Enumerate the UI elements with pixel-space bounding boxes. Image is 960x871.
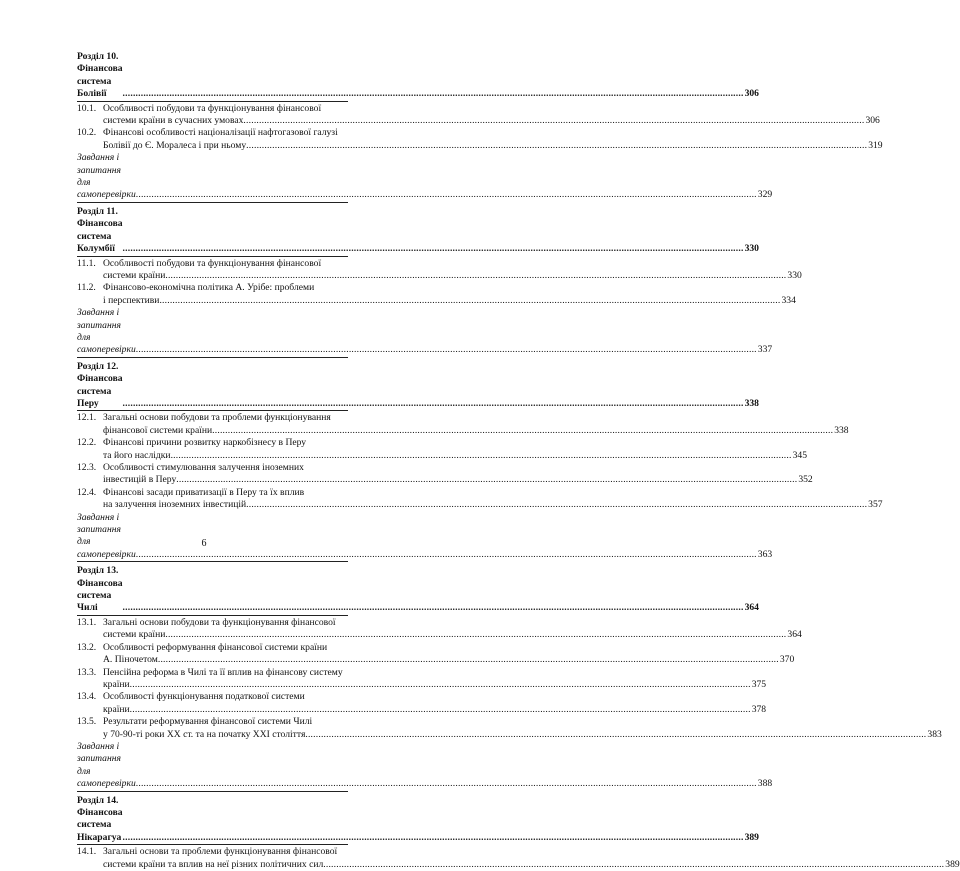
section-title: Розділ 12. Фінансова система Перу — [77, 360, 123, 409]
dot-leader — [136, 778, 757, 790]
dot-leader — [159, 295, 780, 307]
entry-text: Особливості побудови та функціонування фінансової — [103, 102, 322, 114]
dot-leader — [136, 344, 757, 356]
table-of-contents — [77, 48, 960, 871]
dot-leader — [165, 270, 786, 282]
entry-text: країни — [103, 678, 130, 690]
entry-page: 334 — [781, 294, 796, 306]
entry-text: Особливості стимулювання залучення іноземних — [103, 462, 304, 473]
review-page: 329 — [757, 189, 773, 201]
section-page: 364 — [744, 602, 759, 614]
entry-number: 13.5. — [77, 716, 97, 728]
entry-number: 13.1. — [77, 616, 97, 628]
entry-number: 12.2. — [77, 437, 97, 449]
entry-number: 12.4. — [77, 486, 97, 498]
toc-section — [77, 203, 802, 358]
entry-number: 11.1. — [77, 257, 96, 269]
entry-number: 13.2. — [77, 641, 97, 653]
entry-text: Загальні основи та проблеми функціонування фінансової — [103, 846, 338, 858]
dot-leader — [136, 189, 757, 201]
entry-text: Пенсійна реформа в Чилі та її вплив на фінансову систему — [103, 666, 343, 678]
entry-page: 338 — [834, 424, 849, 436]
dot-leader — [123, 832, 744, 844]
entry-page: 370 — [779, 654, 795, 666]
toc-entry[interactable] — [77, 462, 813, 487]
toc-entry[interactable] — [77, 437, 807, 462]
dot-leader — [123, 602, 744, 614]
review-entry[interactable] — [77, 152, 773, 202]
dot-leader — [246, 499, 867, 511]
review-text: Завдання і запитання для самоперевірки — [77, 511, 136, 560]
dot-leader — [123, 243, 744, 255]
entry-text: на залучення іноземних інвестицій — [103, 499, 247, 511]
entry-text: Особливості реформування фінансової системи країни — [103, 641, 328, 653]
entry-text: фінансової системи країни — [103, 424, 213, 436]
entry-page: 345 — [792, 449, 807, 461]
dot-leader — [158, 654, 779, 666]
section-page: 338 — [744, 397, 759, 409]
section-page: 306 — [744, 88, 759, 100]
entry-text: у 70-90-ті роки XX ст. та на початку XXI століття — [103, 728, 306, 740]
entry-number: 14.1. — [77, 846, 97, 858]
dot-leader — [323, 859, 944, 871]
entry-text: системи країни та вплив на неї різних політичних сил — [103, 858, 324, 870]
entry-text: Особливості функціонування податкової системи — [103, 691, 305, 703]
section-title: Розділ 11. Фінансова система Колумбії — [77, 205, 123, 255]
toc-entry[interactable] — [77, 412, 849, 437]
entry-text: Болівії до Є. Моралеса і при ньому — [103, 139, 247, 151]
entry-text: інвестицій в Перу — [103, 474, 177, 486]
toc-entry[interactable] — [77, 616, 802, 642]
dot-leader — [165, 629, 786, 641]
heading-rule — [77, 101, 348, 102]
dot-leader — [243, 115, 864, 127]
dot-leader — [123, 88, 744, 100]
entry-text: Фінансові особливості націоналізації нафтогазової галузі — [103, 127, 338, 139]
toc-section — [77, 358, 883, 563]
toc-entry[interactable] — [77, 486, 883, 512]
entry-page: 357 — [868, 499, 883, 511]
section-heading[interactable] — [77, 48, 759, 101]
review-page: 337 — [757, 344, 773, 356]
review-page: 388 — [757, 778, 773, 790]
entry-text: системи країни — [103, 629, 166, 641]
entry-text: системи країни — [103, 269, 166, 281]
entry-number: 10.2. — [77, 127, 97, 139]
section-title: Розділ 14. Фінансова система Нікарагуа — [77, 794, 123, 843]
section-heading[interactable] — [77, 792, 759, 845]
review-text: Завдання і запитання для самоперевірки — [77, 307, 136, 356]
entry-text: системи країни в сучасних умовах — [103, 115, 244, 127]
entry-page: 330 — [787, 269, 802, 281]
toc-entry[interactable] — [77, 641, 795, 667]
entry-text: А. Піночетом — [103, 654, 158, 666]
review-entry[interactable] — [77, 740, 773, 791]
heading-rule — [77, 410, 348, 411]
entry-number: 10.1. — [77, 102, 97, 114]
entry-text: Фінансові причини розвитку наркобізнесу в Перу — [103, 437, 307, 449]
toc-section — [77, 792, 960, 871]
entry-number: 13.4. — [77, 691, 97, 703]
entry-text: Фінансові засади приватизації в Перу та їх вплив — [103, 486, 305, 498]
review-entry[interactable] — [77, 511, 773, 562]
entry-text: країни — [103, 703, 130, 715]
section-page: 330 — [744, 243, 759, 255]
entry-number: 12.3. — [77, 462, 97, 473]
entry-text: і перспективи — [103, 294, 160, 306]
entry-number: 11.2. — [77, 282, 96, 294]
entry-page: 364 — [787, 629, 802, 641]
review-page: 363 — [757, 548, 773, 560]
dot-leader — [171, 450, 792, 462]
dot-leader — [130, 704, 751, 716]
heading-rule — [77, 844, 348, 845]
toc-entry[interactable] — [77, 102, 880, 128]
dot-leader — [130, 679, 751, 691]
entry-text: Фінансово-економічна політика А. Урібе: проблеми — [103, 282, 315, 294]
toc-entry[interactable] — [77, 257, 802, 283]
entry-page: 319 — [868, 139, 883, 151]
toc-entry[interactable] — [77, 666, 767, 692]
entry-page: 306 — [865, 115, 880, 127]
review-text: Завдання і запитання для самоперевірки — [77, 152, 136, 201]
section-page: 389 — [744, 831, 759, 843]
toc-section — [77, 562, 942, 791]
section-title: Розділ 13. Фінансова система Чилі — [77, 565, 123, 614]
heading-rule — [77, 256, 348, 257]
entry-text: Результати реформування фінансової системи Чилі — [103, 716, 313, 728]
toc-entry[interactable] — [77, 846, 960, 871]
review-entry[interactable] — [77, 307, 773, 357]
entry-page: 378 — [751, 703, 767, 715]
page-number: 6 — [201, 538, 207, 549]
entry-text: Особливості побудови та функціонування фінансової — [103, 257, 322, 269]
entry-text: Загальні основи побудови та проблеми функціонування — [103, 412, 331, 424]
dot-leader — [176, 474, 797, 486]
entry-page: 383 — [927, 728, 942, 740]
dot-leader — [305, 729, 926, 741]
dot-leader — [212, 425, 833, 437]
dot-leader — [123, 398, 744, 410]
heading-rule — [77, 615, 348, 616]
toc-section — [77, 48, 883, 203]
entry-page: 352 — [798, 474, 813, 486]
section-heading[interactable] — [77, 203, 759, 256]
section-heading[interactable] — [77, 358, 759, 411]
entry-text: та його наслідки — [103, 449, 171, 461]
entry-text: Загальні основи побудови та функціонування фінансової — [103, 616, 336, 628]
toc-entry[interactable] — [77, 691, 767, 716]
section-heading[interactable] — [77, 562, 759, 615]
toc-entry[interactable] — [77, 282, 796, 307]
dot-leader — [136, 549, 757, 561]
entry-number: 13.3. — [77, 666, 97, 678]
toc-entry[interactable] — [77, 127, 883, 152]
entry-page: 375 — [751, 678, 767, 690]
entry-number: 12.1. — [77, 412, 97, 424]
entry-page: 389 — [945, 858, 960, 870]
section-title: Розділ 10. Фінансова система Болівії — [77, 51, 123, 100]
toc-entry[interactable] — [77, 716, 942, 741]
review-text: Завдання і запитання для самоперевірки — [77, 740, 136, 790]
dot-leader — [246, 140, 867, 152]
